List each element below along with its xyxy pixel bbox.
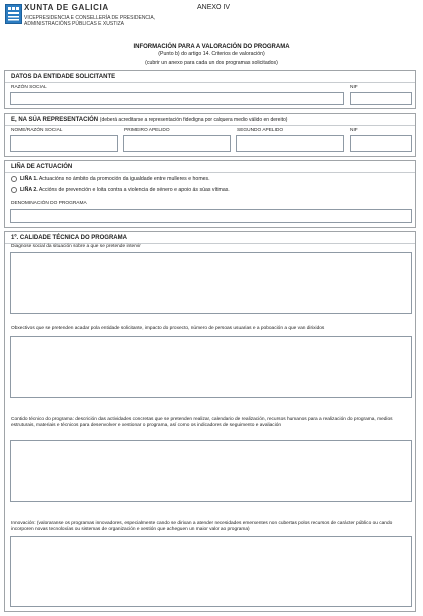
document-subtitle: (Punto b) do artigo 14. Criterios de valoración) [158,51,265,57]
section-title: E, NA SÚA REPRESENTACIÓN (deberá acreditarse a representación fidedigna por calquera medio válido en dereito) [11,117,288,123]
action-line-section [4,160,416,228]
first-surname-label: PRIMEIRO APELIDO [124,128,170,133]
business-name-label: RAZÓN SOCIAL [11,85,47,90]
department-name: VICEPRESIDENCIA E CONSELLERÍA DE PRESIDENCIA, ADMINISTRACIÓNS PÚBLICAS E XUSTIZA [24,15,156,27]
brand-name: XUNTA DE GALICIA [24,3,109,12]
program-name-label: DENOMINACIÓN DO PROGRAMA [11,201,87,206]
social-diagnosis-label: Diagnose social da situación sobre a que se pretende intervir [11,244,141,249]
technical-content-label: Contido técnico do programa: descrición das actividades concretas que se pretenden realizar, calendario de realización, recursos humanos para a realización do programa, medios estruturais, materiais e técnicos para desenvolver e xestionar o programa, así como os indicadores de seguimento e avaliación [11,417,393,429]
line2-option-label: LIÑA 2. Accións de prevención e loita contra a violencia de xénero e apoio ás súas vítimas. [20,187,230,193]
first-surname-field[interactable] [123,135,231,152]
technical-content-textarea[interactable] [10,440,412,502]
business-name-field[interactable] [10,92,344,105]
innovation-label: Innovación: (valoraranse os programas innovadores, especialmente cando se dirixan a atender necesidades emerxentes non cubertas polos recursos de carácter público ou cando incorporen novas tecnoloxías ou sistemas de organización e xestión que acheguen un maior valor ao programa) [11,521,393,533]
name-label: NOME/RAZÓN SOCIAL [11,128,63,133]
program-name-field[interactable] [10,209,412,223]
nif-label: NIF [350,128,358,133]
annex-label: ANEXO IV [197,4,231,11]
document-note: (cubrir un anexo para cada un dos programas solicitados) [145,60,278,66]
section-title: LIÑA DE ACTUACIÓN [11,164,73,170]
objectives-textarea[interactable] [10,336,412,398]
objectives-label: Obxectivos que se pretenden acadar pola entidade solicitante, impacto do proxecto, número de persoas usuarias e a poboación a que van dirixidos [11,326,325,331]
technical-quality-section [4,231,416,612]
nif-field[interactable] [350,135,412,152]
document-title: INFORMACIÓN PARA A VALORACIÓN DO PROGRAMA [133,44,290,50]
section-title: DATOS DA ENTIDADE SOLICITANTE [11,74,116,80]
line1-option-label: LIÑA 1. Actuacións no ámbito da promoción da igualdade entre mulleres e homes. [20,176,210,182]
social-diagnosis-textarea[interactable] [10,252,412,314]
xunta-logo-icon [5,4,22,24]
line1-radio[interactable] [11,176,17,182]
nif-label: NIF [350,85,358,90]
representative-section [4,113,416,157]
applicant-section [4,70,416,109]
line2-radio[interactable] [11,187,17,193]
second-surname-label: SEGUNDO APELIDO [237,128,284,133]
name-field[interactable] [10,135,118,152]
innovation-textarea[interactable] [10,536,412,607]
nif-field[interactable] [350,92,412,105]
section-title: 1º. CALIDADE TÉCNICA DO PROGRAMA [11,235,127,241]
second-surname-field[interactable] [236,135,344,152]
